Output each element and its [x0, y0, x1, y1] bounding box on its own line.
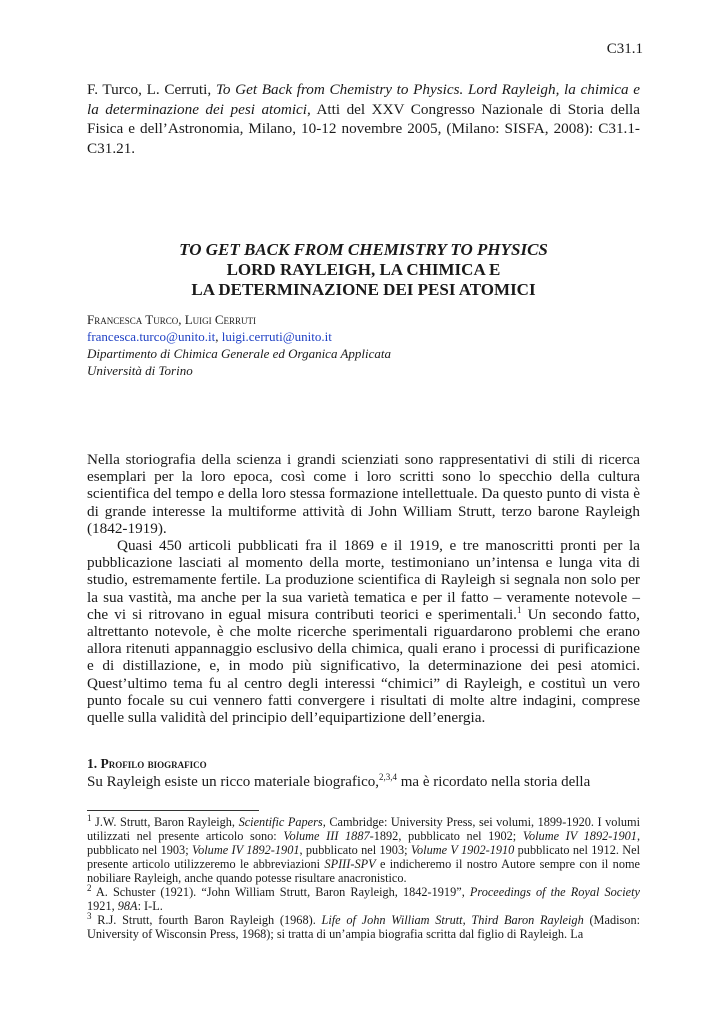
footnote-1-volume: Volume IV 1892-1901 [191, 843, 300, 857]
section-text-part-b: ma è ricordato nella storia della [397, 774, 591, 790]
footnote-2-number: 2 [87, 882, 92, 893]
title-line-2: LORD RAYLEIGH, LA CHIMICA E [226, 260, 501, 279]
paper-title [87, 240, 640, 300]
footnote-1-volume: Volume III 1887 [283, 829, 370, 843]
author-names: Francesca Turco, Luigi Cerruti [87, 312, 257, 327]
email-separator: , [215, 329, 222, 344]
title-line-3: LA DETERMINAZIONE DEI PESI ATOMICI [191, 280, 536, 299]
paragraph-2 [87, 537, 640, 726]
footnote-1-text: , pubblicato nel 1903; [299, 843, 411, 857]
section-text-part-a: Su Rayleigh esiste un ricco materiale biografico, [87, 774, 379, 790]
citation-title: To Get Back from Chemistry to Physics. Lord Rayleigh, la chimica e la determinazione dei pesi atomici [87, 81, 640, 118]
title-line-1: TO GET BACK FROM CHEMISTRY TO PHYSICS [179, 240, 548, 259]
footnote-1 [87, 812, 641, 885]
author-university: Università di Torino [87, 363, 193, 378]
paragraph-2-part-a: Quasi 450 articoli pubblicati fra il 1869 e il 1919, e tre manoscritti pronti per la pubblicazione lasciati al momento della morte, testimoniano un’intensa e lunga vita di studio, estremamente fertile. La produzione scientifica di Rayleigh si segnala non solo per la sua vastità, ma anche per la sua varietà tematica e per il fatto – veramente notevole – che vi si ritrovano in egual misura contributi teorici e sperimentali. [87, 537, 640, 623]
citation-details: , Atti del XXV Congresso Nazionale di Storia della Fisica e dell’Astronomia, Milano, 10-12 novembre 2005, (Milano: SISFA, 2008): C31.1-C31.21. [87, 100, 640, 157]
footnote-1-text: , pubblicato nel 1903; [87, 829, 641, 857]
footnotes [87, 812, 641, 941]
footnote-1-work-title: Scientific Papers, [238, 815, 326, 829]
footnote-3-book-title: Life of John William Strutt, Third Baron Rayleigh [321, 913, 584, 927]
author-block [87, 311, 391, 379]
footnote-divider [87, 810, 259, 811]
page-number: C31.1 [606, 41, 643, 57]
footnote-2-text: A. Schuster (1921). “John William Strutt, Baron Rayleigh, 1842-1919”, [91, 885, 470, 899]
citation-authors: F. Turco, L. Cerruti, [87, 81, 216, 98]
footnote-1-text: -1892, pubblicato nel 1902; [369, 829, 523, 843]
footnote-1-text: pubblicato nel 1912. Nel presente articolo utilizzeremo le abbreviazioni [87, 843, 641, 871]
footnote-3-number: 3 [87, 910, 92, 921]
citation [87, 80, 640, 158]
footnote-refs-2-4[interactable]: 2,3,4 [379, 772, 397, 782]
email-link-turco[interactable]: francesca.turco@unito.it [87, 329, 216, 344]
footnote-1-volume: Volume IV 1892-1901 [522, 829, 637, 843]
paragraph-1: Nella storiografia della scienza i grandi scienziati sono rappresentativi di stili di ricerca esemplari per la loro epoca, così come i loro scritti sono lo specchio della cultura scientifica del tempo e della loro stessa formazione intellettuale. Da questo punto di vista è di grande interesse la multiforme attività di John William Strutt, terzo barone Rayleigh (1842-1919). [87, 451, 640, 537]
email-link-cerruti[interactable]: luigi.cerruti@unito.it [221, 329, 332, 344]
footnote-1-text: J.W. Strutt, Baron Rayleigh, [91, 815, 239, 829]
footnote-3-text: R.J. Strutt, fourth Baron Rayleigh (1968). [91, 913, 322, 927]
footnote-1-abbreviation: SPIII-SPV [324, 857, 376, 871]
section-text [87, 773, 640, 791]
footnote-2-volume: 98A [117, 899, 138, 913]
footnote-1-number: 1 [87, 812, 92, 823]
author-department: Dipartimento di Chimica Generale ed Organica Applicata [87, 346, 392, 361]
section-1 [87, 755, 640, 791]
footnote-2-text: : I-L. [137, 899, 163, 913]
section-heading: 1. Profilo biografico [87, 756, 207, 771]
footnote-ref-1[interactable]: 1 [516, 604, 522, 615]
body-text [87, 451, 640, 726]
footnote-2-journal: Proceedings of the Royal Society [469, 885, 640, 899]
footnote-1-volume: Volume V 1902-1910 [410, 843, 515, 857]
footnote-2 [87, 882, 640, 913]
footnote-3-text: (Madison: University of Wisconsin Press, 1968); si tratta di un’ampia biografia scritta dal figlio di Rayleigh. La [87, 913, 641, 941]
author-emails [87, 328, 391, 345]
footnote-1-text: Cambridge: University Press, sei volumi, 1899-1920. I volumi utilizzati nel presente articolo sono: [87, 815, 640, 843]
footnote-1-text: e indicheremo il nostro Autore sempre con il nome nobiliare Rayleigh, anche quando potesse risultare anacronistico. [87, 857, 640, 885]
paragraph-2-part-b: Un secondo fatto, altrettanto notevole, è che molte ricerche sperimentali riguardarono problemi che erano allora ritenuti appannaggio esclusivo della chimica, quali erano i processi di purificazione e di distillazione, e, in modo più significativo, la determinazione dei pesi atomici. Quest’ultimo tema fu al centro degli interessi “chimici” di Rayleigh, e costituì un vero punto focale su cui vennero fatti convergere i risultati di molte altre indagini, comprese quelle sulla validità del principio dell’equipartizione dell’energia. [87, 605, 640, 727]
footnote-3 [87, 910, 641, 941]
footnote-2-text: 1921, [87, 899, 118, 913]
